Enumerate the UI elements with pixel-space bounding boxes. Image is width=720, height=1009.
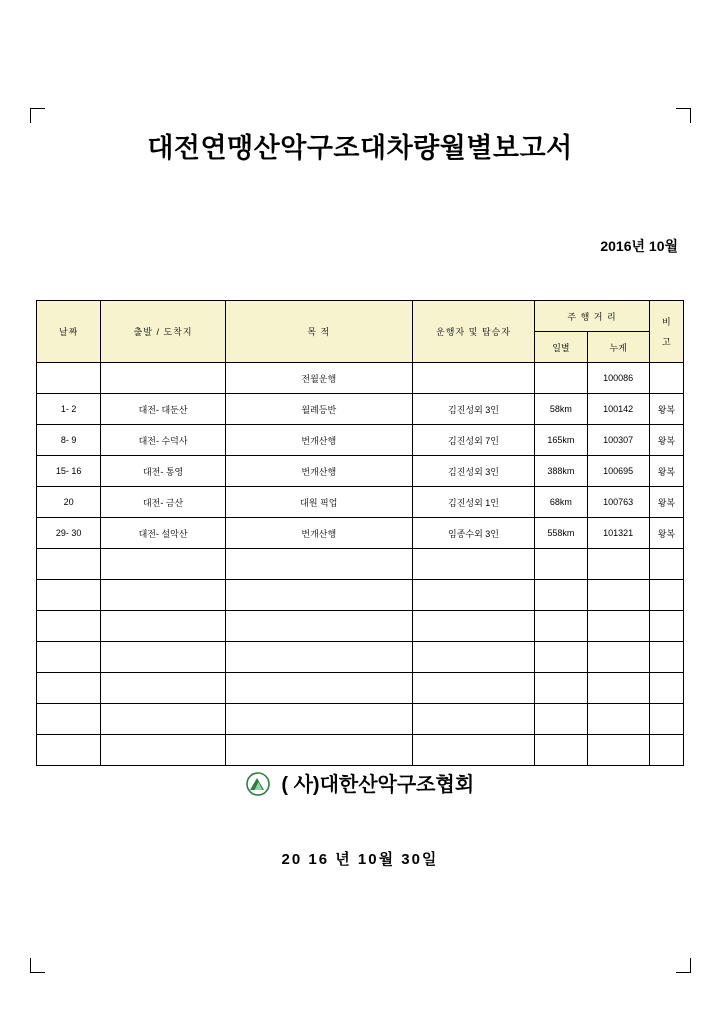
cell-date: [37, 549, 101, 580]
cell-distance-day: [535, 580, 587, 611]
cell-driver: [412, 735, 535, 766]
cell-purpose: 번개산행: [225, 518, 412, 549]
cell-distance-day: [535, 611, 587, 642]
footer-date: 20 16 년 10월 30일: [281, 851, 439, 868]
cell-note: 왕복: [649, 456, 683, 487]
cell-driver: 김진성외 3인: [412, 456, 535, 487]
cell-distance-total: [587, 704, 649, 735]
cell-note: [649, 363, 683, 394]
cell-distance-total: [587, 611, 649, 642]
cell-purpose: 대원 픽업: [225, 487, 412, 518]
cell-distance-day: [535, 704, 587, 735]
cell-date: [37, 611, 101, 642]
cell-purpose: 월례등반: [225, 394, 412, 425]
cell-driver: 김진성외 1인: [412, 487, 535, 518]
cell-date: 29- 30: [37, 518, 101, 549]
cell-purpose: [225, 642, 412, 673]
table-header: [37, 301, 684, 363]
column-header-purpose: 목 적: [225, 301, 412, 363]
cell-driver: 김진성외 7인: [412, 425, 535, 456]
cell-note: [649, 735, 683, 766]
cell-purpose: [225, 580, 412, 611]
cell-route: [101, 580, 226, 611]
cell-note: 왕복: [649, 487, 683, 518]
cell-purpose: 번개산행: [225, 456, 412, 487]
cell-purpose: 전월운행: [225, 363, 412, 394]
cell-driver: 임종수외 3인: [412, 518, 535, 549]
cell-distance-total: 100307: [587, 425, 649, 456]
cell-date: [37, 735, 101, 766]
cell-purpose: [225, 735, 412, 766]
column-header-note-line1: 비: [662, 316, 671, 327]
cell-date: 20: [37, 487, 101, 518]
cell-distance-total: 100763: [587, 487, 649, 518]
column-header-route: 출발 / 도착지: [101, 301, 226, 363]
cell-distance-day: [535, 549, 587, 580]
table-body: [37, 363, 684, 766]
mountain-rescue-logo-icon: [246, 772, 270, 802]
cell-note: 왕복: [649, 394, 683, 425]
cell-purpose: [225, 611, 412, 642]
column-header-distance: 주 행 거 리: [535, 301, 650, 332]
cell-distance-total: [587, 580, 649, 611]
cell-note: [649, 580, 683, 611]
cell-date: 1- 2: [37, 394, 101, 425]
cell-purpose: [225, 549, 412, 580]
cell-driver: 김진성외 3인: [412, 394, 535, 425]
cell-distance-day: [535, 363, 587, 394]
cell-distance-day: [535, 673, 587, 704]
table-row: [37, 580, 684, 611]
cell-distance-total: 100142: [587, 394, 649, 425]
cell-distance-total: [587, 642, 649, 673]
cell-note: [649, 704, 683, 735]
cell-distance-day: 165km: [535, 425, 587, 456]
cell-distance-total: [587, 549, 649, 580]
cell-route: [101, 611, 226, 642]
table-row: [37, 642, 684, 673]
cell-route: 대전- 설악산: [101, 518, 226, 549]
cell-distance-day: 388km: [535, 456, 587, 487]
crop-mark-bottom-left: [30, 958, 45, 973]
table-row: [37, 394, 684, 425]
cell-distance-day: 58km: [535, 394, 587, 425]
cell-purpose: [225, 673, 412, 704]
cell-route: 대전- 통영: [101, 456, 226, 487]
cell-distance-total: [587, 673, 649, 704]
cell-note: 왕복: [649, 425, 683, 456]
table-row: [37, 363, 684, 394]
cell-route: 대전- 수덕사: [101, 425, 226, 456]
cell-note: 왕복: [649, 518, 683, 549]
table-row: [37, 549, 684, 580]
cell-driver: [412, 673, 535, 704]
cell-driver: [412, 704, 535, 735]
cell-driver: [412, 363, 535, 394]
crop-mark-top-right: [676, 108, 691, 123]
footer-organization-label: ( 사)대한산악구조협회: [281, 774, 475, 796]
table-row: [37, 456, 684, 487]
cell-date: 15- 16: [37, 456, 101, 487]
cell-route: [101, 673, 226, 704]
table-row: [37, 425, 684, 456]
cell-route: [101, 704, 226, 735]
cell-date: [37, 363, 101, 394]
cell-driver: [412, 642, 535, 673]
table-row: [37, 704, 684, 735]
crop-mark-top-left: [30, 108, 45, 123]
cell-date: [37, 673, 101, 704]
cell-driver: [412, 611, 535, 642]
cell-driver: [412, 580, 535, 611]
column-header-note-line2: 고: [662, 336, 671, 347]
table-row: [37, 673, 684, 704]
cell-route: [101, 549, 226, 580]
cell-note: [649, 673, 683, 704]
cell-route: [101, 642, 226, 673]
cell-distance-day: 558km: [535, 518, 587, 549]
cell-distance-total: [587, 735, 649, 766]
vehicle-monthly-report-table: [36, 300, 684, 766]
cell-date: 8- 9: [37, 425, 101, 456]
cell-driver: [412, 549, 535, 580]
footer-organization: [0, 768, 720, 802]
table-row: [37, 735, 684, 766]
cell-route: [101, 735, 226, 766]
cell-purpose: [225, 704, 412, 735]
cell-route: 대전- 대둔산: [101, 394, 226, 425]
cell-date: [37, 580, 101, 611]
crop-mark-bottom-right: [676, 958, 691, 973]
table-row: [37, 487, 684, 518]
report-period: 2016년 10월: [600, 238, 678, 254]
cell-date: [37, 642, 101, 673]
table-row: [37, 518, 684, 549]
cell-distance-total: 101321: [587, 518, 649, 549]
cell-distance-day: [535, 735, 587, 766]
table-header-row-1: [37, 301, 684, 332]
cell-distance-total: 100086: [587, 363, 649, 394]
cell-distance-day: [535, 642, 587, 673]
cell-route: 대전- 금산: [101, 487, 226, 518]
column-header-date: 날짜: [37, 301, 101, 363]
cell-note: [649, 642, 683, 673]
column-header-distance-day: 일별: [535, 332, 587, 363]
cell-purpose: 번개산행: [225, 425, 412, 456]
table-row: [37, 611, 684, 642]
cell-note: [649, 549, 683, 580]
column-header-distance-total: 누게: [587, 332, 649, 363]
column-header-driver: 운행자 및 탑승자: [412, 301, 535, 363]
cell-distance-day: 68km: [535, 487, 587, 518]
page-title: 대전연맹산악구조대차량월별보고서: [147, 133, 573, 163]
cell-route: [101, 363, 226, 394]
column-header-note: [649, 301, 683, 363]
cell-note: [649, 611, 683, 642]
cell-distance-total: 100695: [587, 456, 649, 487]
cell-date: [37, 704, 101, 735]
